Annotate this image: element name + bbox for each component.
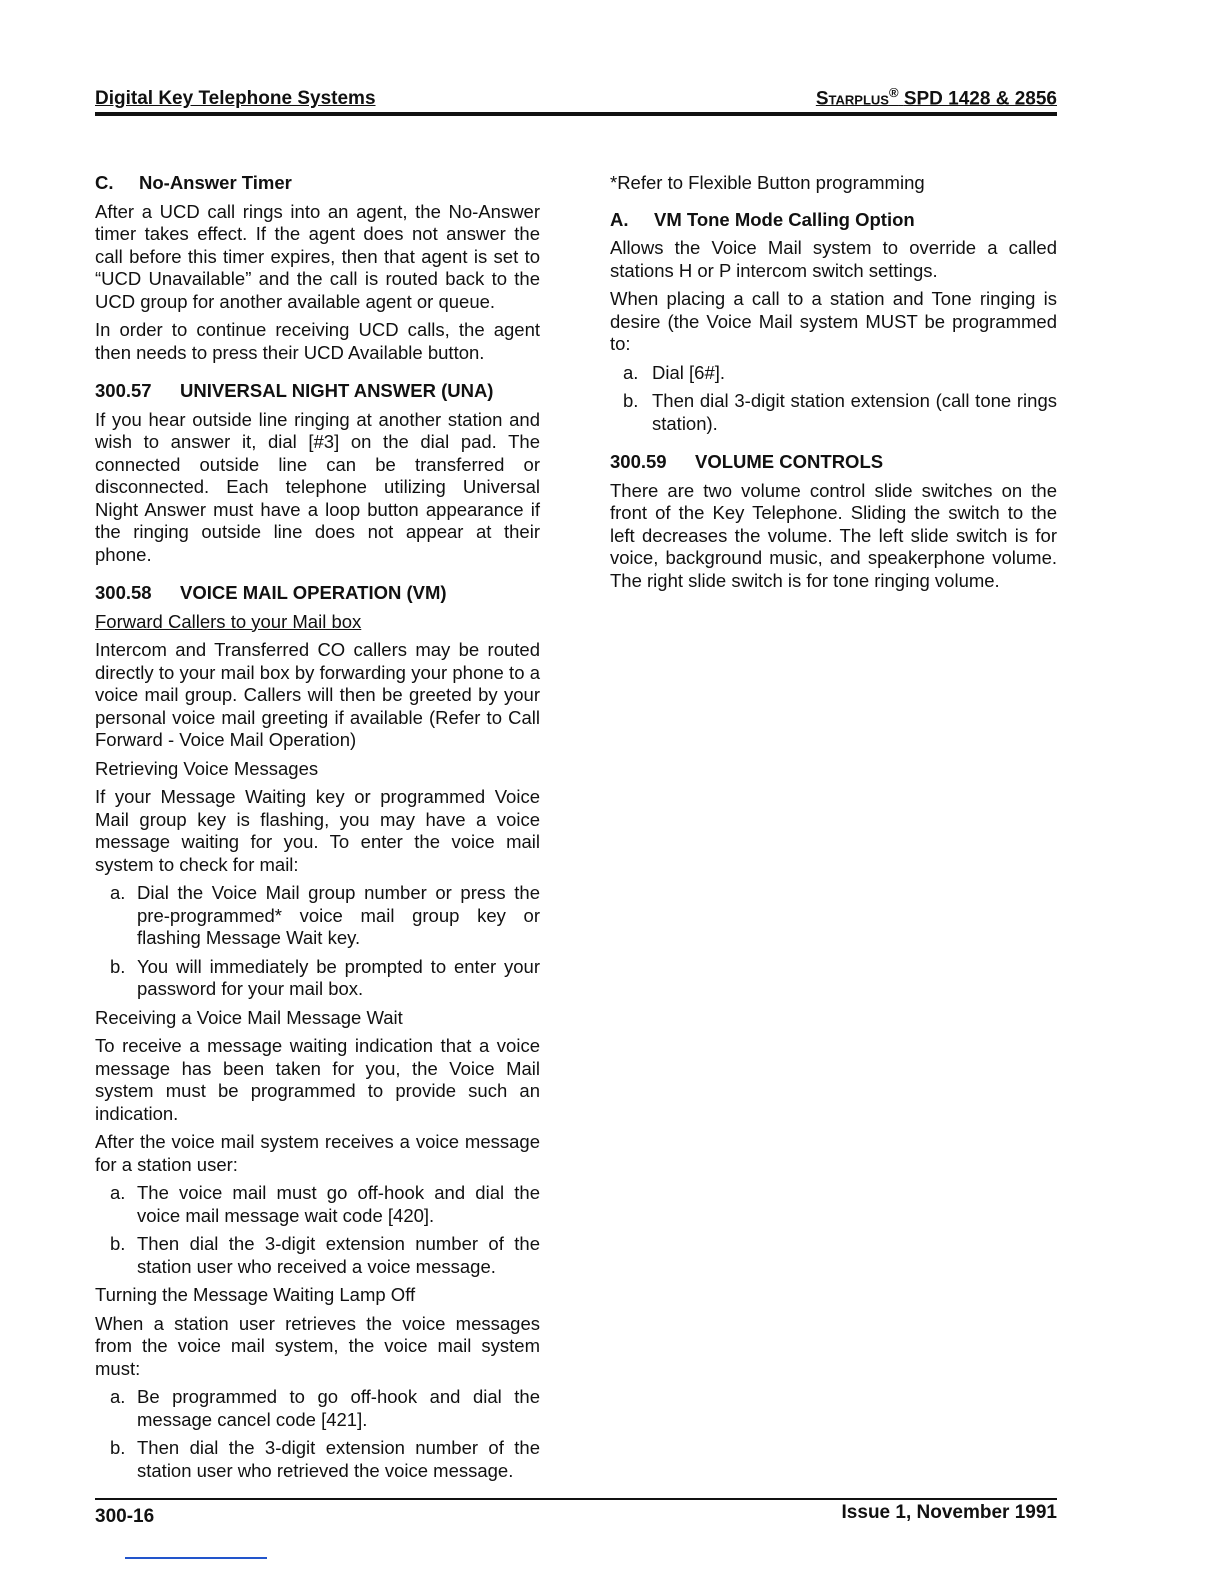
- heading-letter: A.: [610, 208, 629, 230]
- section-300-57-heading: [95, 380, 540, 403]
- lamp-off-heading: Turning the Message Waiting Lamp Off: [95, 1284, 416, 1305]
- list-item: b. You will immediately be prompted to enter your password for your mail box.: [110, 955, 540, 999]
- section-300-58-heading: [95, 582, 540, 605]
- refer-note: *Refer to Flexible Button programming: [610, 172, 925, 193]
- receiving-paragraph-1: To receive a message waiting indication that a voice message has been taken for you, the Voice Mail system must be programmed to provide such an indication.: [95, 1035, 540, 1124]
- retrieving-heading: Retrieving Voice Messages: [95, 757, 319, 779]
- lamp-off-paragraph: When a station user retrieves the voice messages from the voice mail system, the voice mail system must:: [95, 1312, 540, 1379]
- header-product: [816, 85, 1057, 110]
- una-paragraph: If you hear outside line ringing at another station and wish to answer it, dial [#3] on the dial pad. The connected outside line can be transferred or disconnected. Each telephone utilizing Universal Night Answer must have a loop button appearance if the ringing outside line does not appear at their phone.: [95, 408, 540, 565]
- list-item: a. Be programmed to go off-hook and dial the message cancel code [421].: [110, 1386, 540, 1430]
- receiving-paragraph-2: After the voice mail system receives a voice message for a station user:: [95, 1131, 540, 1175]
- heading-title: No-Answer Timer: [139, 172, 292, 193]
- list-item: a. Dial the Voice Mail group number or press the pre-programmed* voice mail group key or flashing Message Wait key.: [110, 882, 540, 948]
- no-answer-timer-paragraph-1: After a UCD call rings into an agent, the No-Answer timer takes effect. If the agent does not answer the call before this timer expires, then that agent is set to “UCD Unavailable” and the call is routed back to the UCD group for another available agent or queue.: [95, 200, 540, 312]
- left-column: [95, 172, 540, 1488]
- right-column: [610, 172, 1057, 598]
- section-number: 300.57: [95, 380, 152, 401]
- list-item: a. The voice mail must go off-hook and dial the voice mail message wait code [420].: [110, 1182, 540, 1226]
- page-footer: [95, 1498, 1057, 1527]
- section-title: UNIVERSAL NIGHT ANSWER (UNA): [180, 380, 494, 401]
- issue-date: Issue 1, November 1991: [841, 1502, 1057, 1523]
- section-number: 300.58: [95, 582, 152, 603]
- receiving-heading: Receiving a Voice Mail Message Wait: [95, 1006, 403, 1028]
- section-300-59-heading: [610, 451, 1057, 474]
- header-brand: Starplus: [815, 88, 889, 109]
- heading-title: VM Tone Mode Calling Option: [654, 208, 915, 230]
- heading-letter: C.: [95, 172, 114, 193]
- section-number: 300.59: [610, 451, 667, 472]
- vm-tone-paragraph-2: When placing a call to a station and Tone ringing is desire (the Voice Mail system MUST be programmed to:: [610, 288, 1057, 354]
- no-answer-timer-paragraph-2: In order to continue receiving UCD calls, the agent then needs to press their UCD Available button.: [95, 319, 540, 363]
- forward-callers-paragraph: Intercom and Transferred CO callers may be routed directly to your mail box by forwarding your phone to a voice mail group. Callers will then be greeted by your personal voice mail greeting if available (Refer to Call Forward - Voice Mail Operation): [95, 639, 540, 750]
- section-title: VOICE MAIL OPERATION (VM): [180, 582, 447, 603]
- vm-tone-paragraph-1: Allows the Voice Mail system to override a called stations H or P intercom switch settings.: [610, 237, 1057, 281]
- list-item: b. Then dial the 3-digit extension number of the station user who retrieved the voice message.: [110, 1437, 540, 1481]
- list-item: b. Then dial 3-digit station extension (call tone rings station).: [623, 390, 1057, 434]
- header-model: SPD 1428 & 2856: [903, 88, 1057, 109]
- header-title: Digital Key Telephone Systems: [95, 88, 376, 109]
- volume-controls-paragraph: There are two volume control slide switches on the front of the Key Telephone. Sliding the switch to the left decreases the volume. The left slide switch is for voice, background music, and speakerphone volume. The right slide switch is for tone ringing volume.: [610, 479, 1057, 591]
- vm-tone-mode-heading: [610, 209, 1057, 232]
- list-item: b. Then dial the 3-digit extension number of the station user who received a voice message.: [110, 1233, 540, 1277]
- forward-callers-heading: Forward Callers to your Mail box: [95, 610, 362, 632]
- page-header: [95, 82, 1057, 116]
- list-item: a. Dial [6#].: [623, 361, 726, 383]
- section-title: VOLUME CONTROLS: [695, 451, 884, 472]
- retrieving-paragraph: If your Message Waiting key or programmed Voice Mail group key is flashing, you may have a voice message waiting for you. To enter the voice mail system to check for mail:: [95, 786, 540, 875]
- page-number: 300-16: [95, 1506, 155, 1527]
- scan-artifact-line: [125, 1557, 267, 1559]
- no-answer-timer-heading: [95, 172, 540, 195]
- registered-mark: ®: [888, 84, 899, 100]
